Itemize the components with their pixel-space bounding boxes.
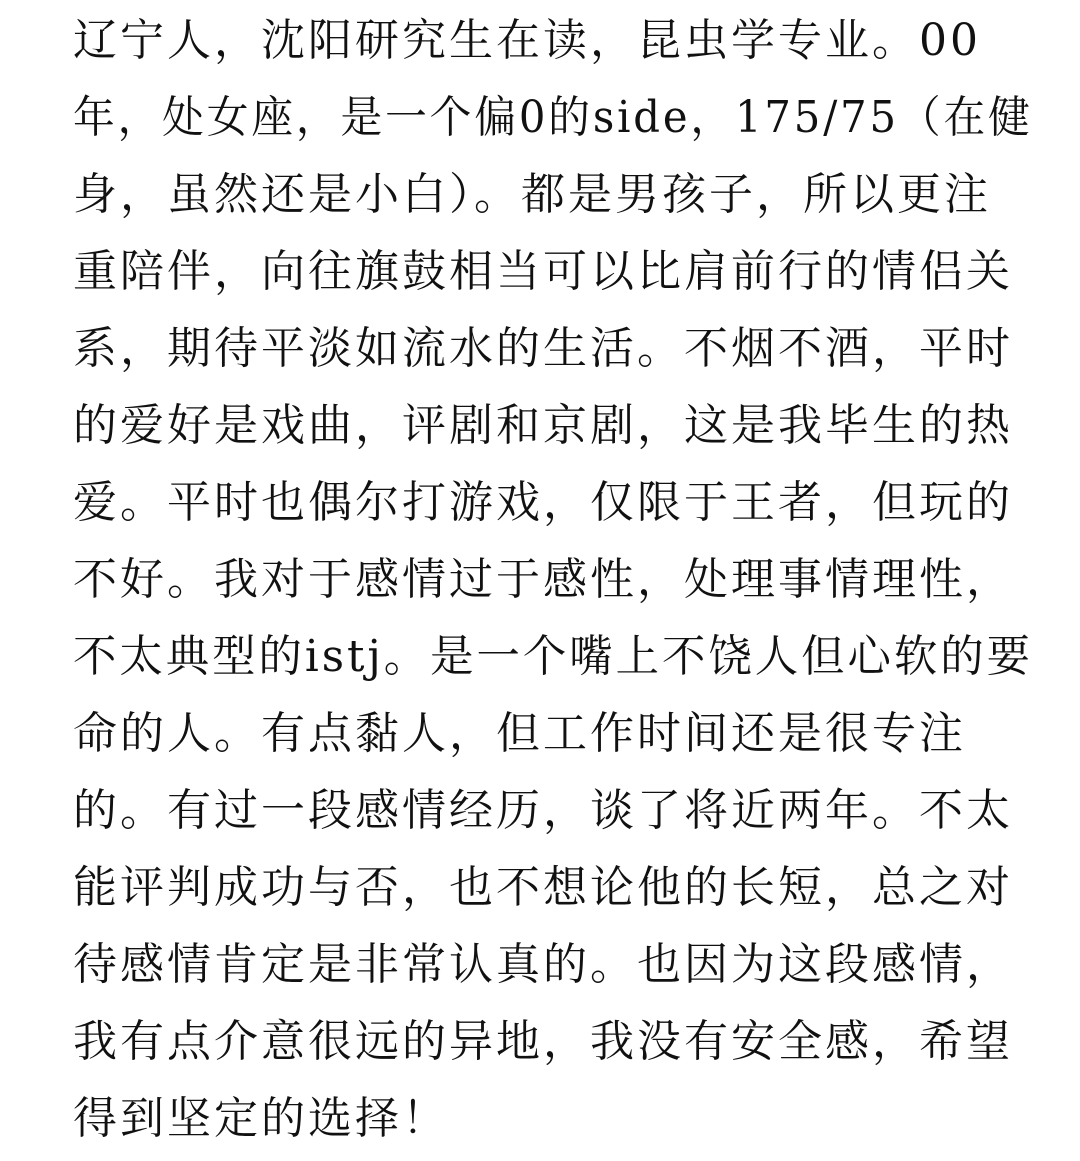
text-line: 不好。我对于感情过于感性，处理事情理性， <box>73 554 1013 605</box>
text-line: 系，期待平淡如流水的生活。不烟不酒，平时 <box>73 323 1013 374</box>
text-line: 不太典型的istj。是一个嘴上不饶人但心软的要 <box>73 631 1033 682</box>
text-line: 辽宁人，沈阳研究生在读，昆虫学专业。00 <box>73 15 981 66</box>
text-line: 待感情肯定是非常认真的。也因为这段感情， <box>73 939 1013 990</box>
text-line: 的。有过一段感情经历，谈了将近两年。不太 <box>73 785 1013 836</box>
text-line: 身，虽然还是小白）。都是男孩子，所以更注 <box>73 169 991 220</box>
text-line: 爱。平时也偶尔打游戏，仅限于王者，但玩的 <box>73 477 1013 528</box>
text-line: 重陪伴，向往旗鼓相当可以比肩前行的情侣关 <box>73 246 1013 297</box>
text-line: 的爱好是戏曲，评剧和京剧，这是我毕生的热 <box>73 400 1013 451</box>
text-line: 命的人。有点黏人，但工作时间还是很专注 <box>73 708 966 759</box>
text-line: 能评判成功与否，也不想论他的长短，总之对 <box>73 862 1013 913</box>
text-line: 得到坚定的选择！ <box>73 1093 449 1144</box>
text-line: 年，处女座，是一个偏0的side，175/75（在健 <box>73 92 1033 143</box>
text-line: 我有点介意很远的异地，我没有安全感，希望 <box>73 1016 1013 1067</box>
